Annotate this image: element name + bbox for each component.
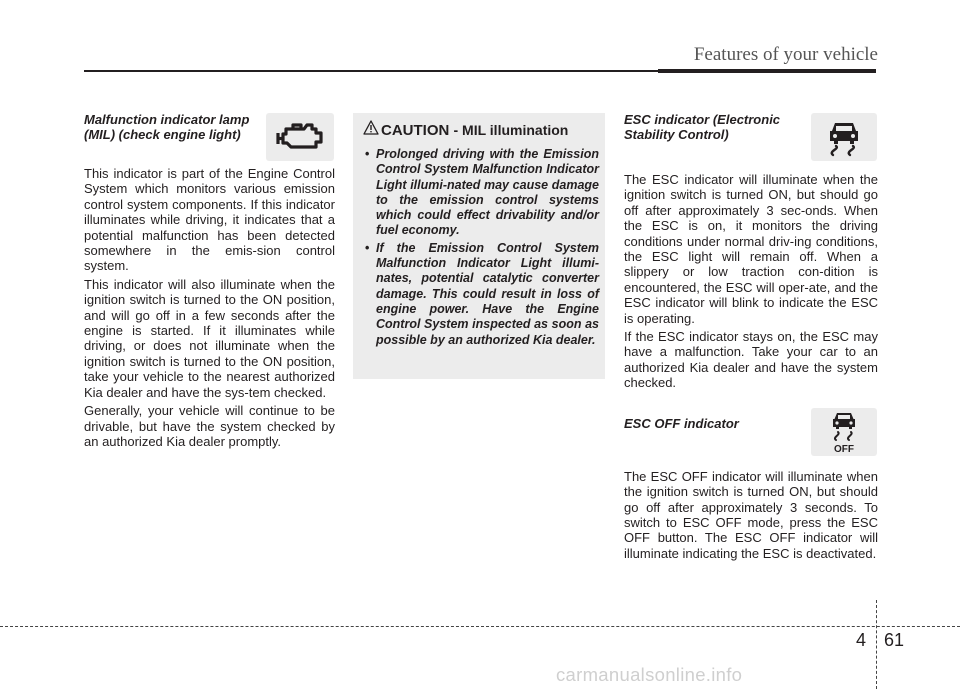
esc-section: [624, 112, 878, 564]
page-header-title: Features of your vehicle: [693, 44, 878, 65]
check-engine-icon: [266, 113, 334, 161]
mil-paragraph-3: Generally, your vehicle will continue to be drivable, but have the system checked by an authorized Kia dealer promptly.: [84, 403, 335, 449]
mil-paragraph-2: This indicator will also illuminate when the ignition switch is turned to the ON position, and will go off in a few seconds after the engine is started. If it illuminates while driving, or does not illuminate when the ignition switch is turned to the ON position, take your vehicle to the nearest authorized Kia dealer and have the sys-tem checked.: [84, 276, 335, 400]
caution-list: [365, 147, 599, 350]
esc-skid-icon-graphic: [824, 117, 864, 157]
esc-paragraph-1: The ESC indicator will illuminate when the ignition switch is turned ON, but should go off after approximately 3 sec-onds. When the ESC is on, it monitors the driving conditions under normal driv-ing conditions, the ESC light will remain off. When a slippery or low traction con-dition is encountered, the ESC will oper-ate, and the ESC indicator will blink to indicate the ESC is operating.: [624, 172, 878, 326]
caution-subtitle: - MIL illumination: [453, 122, 569, 138]
mil-section: [84, 112, 335, 452]
caution-item-text-1: Prolonged driving with the Emission Control System Malfunction Indicator Light illumi-nated may cause damage to the emission control systems which could effect drivability and/or fuel economy.: [376, 147, 599, 238]
chapter-number: 4: [856, 630, 867, 650]
esc-paragraph-2: If the ESC indicator stays on, the ESC may have a malfunction. Take your car to an authorized Kia dealer and have the system checked.: [624, 329, 878, 391]
mil-paragraph-1: This indicator is part of the Engine Control System which monitors various emission control system components. If this indicator illuminates while driving, it indicates that a potential malfunction has been detected somewhere in the emis-sion control system.: [84, 166, 335, 274]
footer-divider: [876, 600, 877, 689]
esc-off-icon-graphic: [824, 410, 864, 454]
caution-item-text-2: If the Emission Control System Malfunction Indicator Light illumi-nates, potential catalytic converter damage. This could result in loss of engine power. Have the Engine Control System inspected as soon as possible by an authorized Kia dealer.: [376, 240, 599, 347]
mil-heading: Malfunction indicator lamp (MIL) (check engine light): [84, 112, 250, 142]
caution-title: [381, 122, 568, 139]
esc-heading: ESC indicator (Electronic Stability Control): [624, 112, 781, 142]
caution-box: [353, 113, 605, 379]
esc-off-paragraph: The ESC OFF indicator will illuminate when the ignition switch is turned ON, but should go off after approximately 3 seconds. To switch to ESC OFF mode, press the ESC OFF button. The ESC OFF indicator will illuminate indicating the ESC is deactivated.: [624, 468, 878, 561]
page-number: 61: [884, 630, 905, 650]
bullet: •: [365, 147, 370, 161]
header-rule-accent: [658, 69, 876, 73]
esc-off-icon: [811, 408, 877, 456]
footer-rule: [0, 626, 960, 627]
caution-item: [365, 241, 599, 348]
esc-skid-icon: [811, 113, 877, 161]
esc-off-icon-label: OFF: [834, 444, 854, 454]
esc-off-heading: ESC OFF indicator: [624, 415, 739, 431]
warning-triangle-icon: [363, 120, 379, 135]
check-engine-icon-graphic: [274, 120, 326, 154]
caution-item: [365, 147, 599, 239]
caution-title-label: CAUTION: [381, 122, 450, 139]
bullet: •: [365, 240, 370, 255]
watermark: carmanualsonline.info: [556, 664, 743, 685]
